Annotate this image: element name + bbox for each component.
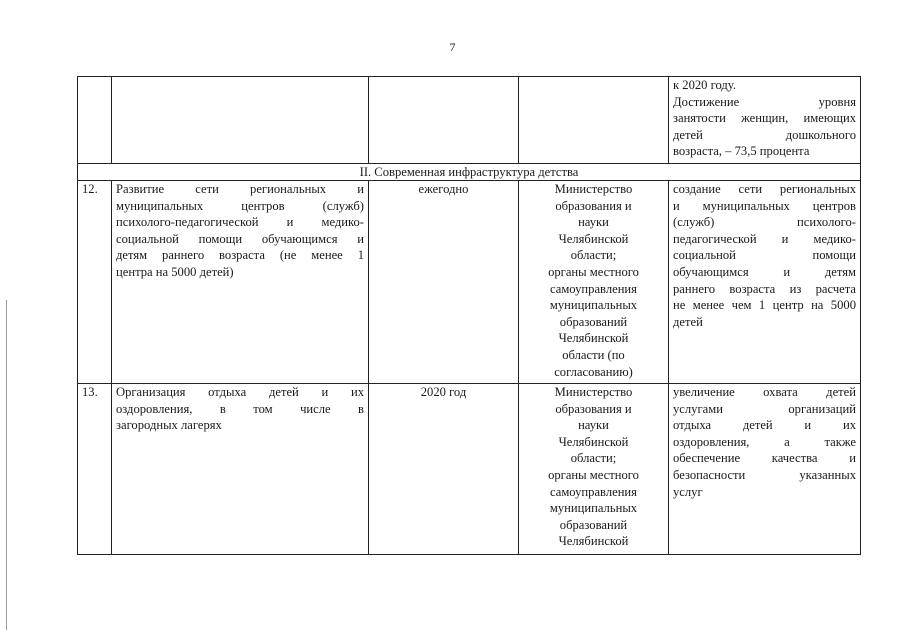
executor-line: области;	[570, 451, 617, 466]
section-row	[78, 164, 861, 181]
result-line: безопасности указанных	[673, 467, 856, 482]
result-line: к 2020 году.	[673, 78, 736, 92]
executor-line: образований	[559, 517, 628, 532]
measure-name-line: социальной помощи обучающимся и	[116, 231, 364, 246]
measure-name-line: муниципальных центров (служб)	[116, 198, 364, 213]
measure-name-line: Развитие сети региональных и	[116, 182, 364, 196]
measure-name-line: оздоровления, в том числе в	[116, 401, 364, 416]
table-row-continued	[78, 77, 861, 164]
measure-name-line: детям раннего возраста (не менее 1	[116, 248, 364, 263]
result-line: социальной помощи	[673, 248, 856, 263]
executor-line: области (по	[562, 347, 625, 362]
executor-line: самоуправления	[550, 484, 637, 499]
result-cell	[669, 384, 861, 555]
table-row	[78, 181, 861, 384]
executor-line: органы местного	[548, 264, 639, 279]
result-line: педагогической и медико-	[673, 231, 856, 246]
executor-line: Челябинской	[558, 231, 629, 246]
executor-line: Челябинской	[558, 534, 629, 549]
executor-line: самоуправления	[550, 281, 637, 296]
measure-name-cell	[112, 181, 369, 384]
measure-name-line: психолого-педагогической и медико-	[116, 215, 364, 230]
result-line: обучающимся и детям	[673, 264, 856, 279]
result-cell	[669, 181, 861, 384]
executor-line: муниципальных	[549, 501, 638, 516]
executor-line: науки	[578, 215, 609, 230]
result-line: увеличение охвата детей	[673, 385, 856, 399]
executor-line: образований	[559, 314, 628, 329]
result-line: детей дошкольного	[673, 127, 856, 142]
result-line: раннего возраста из расчета	[673, 281, 856, 296]
result-line: и муниципальных центров	[673, 198, 856, 213]
measure-name-cell	[112, 384, 369, 555]
measures-table	[77, 76, 861, 555]
term-cell: ежегодно	[369, 181, 519, 384]
executor-line: науки	[578, 418, 609, 433]
executor-line: Челябинской	[558, 434, 629, 449]
result-line: не менее чем 1 центр на 5000	[673, 298, 856, 313]
term-cell: 2020 год	[369, 384, 519, 555]
section-title: II. Современная инфраструктура детства	[78, 164, 861, 181]
result-line: возраста, – 73,5 процента	[673, 144, 810, 159]
result-line: детей	[673, 314, 703, 329]
result-line: отдыха детей и их	[673, 418, 856, 433]
executor-cell	[519, 181, 669, 384]
row-number: 13.	[78, 384, 112, 555]
cell-executor-empty	[519, 77, 669, 164]
table-row	[78, 384, 861, 555]
executor-line: муниципальных	[549, 298, 638, 313]
result-line: занятости женщин, имеющих	[673, 111, 856, 126]
cell-result-continued	[669, 77, 861, 164]
result-line: обеспечение качества и	[673, 451, 856, 466]
executor-line: согласованию)	[554, 364, 633, 379]
executor-line: Министерство	[554, 385, 633, 399]
cell-num-empty	[78, 77, 112, 164]
measure-name-line: центра на 5000 детей)	[116, 264, 234, 279]
executor-line: органы местного	[548, 467, 639, 482]
page-number: 7	[449, 40, 456, 54]
cell-term-empty	[369, 77, 519, 164]
result-line: Достижение уровня	[673, 94, 856, 109]
result-line: услуг	[673, 484, 703, 499]
executor-line: образования и	[555, 198, 632, 213]
result-line: создание сети региональных	[673, 182, 856, 196]
row-number: 12.	[78, 181, 112, 384]
result-line: (служб) психолого-	[673, 215, 856, 230]
executor-line: области;	[570, 248, 617, 263]
cell-name-empty	[112, 77, 369, 164]
executor-line: Министерство	[554, 182, 633, 196]
scan-edge-mark	[6, 300, 7, 630]
result-line: оздоровления, а также	[673, 434, 856, 449]
measure-name-line: Организация отдыха детей и их	[116, 385, 364, 399]
result-line: услугами организаций	[673, 401, 856, 416]
executor-line: образования и	[555, 401, 632, 416]
executor-line: Челябинской	[558, 331, 629, 346]
executor-cell	[519, 384, 669, 555]
measure-name-line: загородных лагерях	[116, 418, 222, 433]
